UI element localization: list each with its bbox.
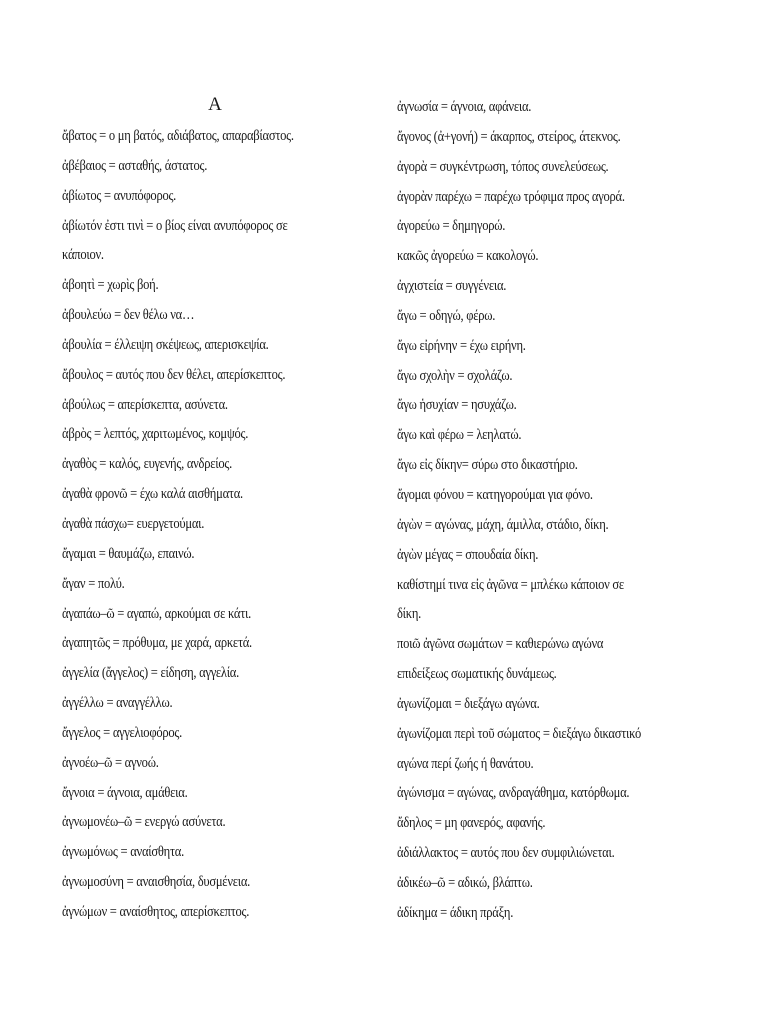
entry: ἄγω εἰρήνην = έχω ειρήνη. — [397, 337, 526, 354]
entry: ἀβοητὶ = χωρὶς βοή. — [62, 277, 159, 294]
entry: ἀγαθὰ πάσχω= ευεργετούμαι. — [62, 515, 205, 532]
section-letter-heading: Α — [208, 94, 222, 115]
entry-continuation: αγώνα περί ζωής ή θανάτου. — [397, 755, 534, 772]
entry: ἀγωνίζομαι = διεξάγω αγώνα. — [397, 695, 540, 712]
entry: ἄγγελος = αγγελιοφόρος. — [62, 724, 182, 741]
entry: ἀδιάλλακτος = αυτός που δεν συμφιλιώνεται. — [397, 845, 615, 862]
entry: ἄγω = οδηγώ, φέρω. — [397, 307, 496, 324]
entry: ἄγνοια = άγνοια, αμάθεια. — [62, 784, 188, 801]
entry: ἄγω εἰς δίκην= σύρω στο δικαστήριο. — [397, 457, 578, 474]
entry: ἀβουλεύω = δεν θέλω να… — [62, 307, 195, 324]
entry: ἀβούλως = απερίσκεπτα, ασύνετα. — [62, 396, 228, 413]
entry: ἀβίωτος = ανυπόφορος. — [62, 187, 177, 204]
entry: ἀγορὰ = συγκέντρωση, τόπος συνελεύσεως. — [397, 158, 609, 175]
entry-continuation: κάποιον. — [62, 247, 104, 264]
entry: ἀβίωτόν ἐστι τινὶ = ο βίος είναι ανυπόφορος σε — [62, 217, 288, 234]
entry: κακῶς ἀγορεύω = κακολογώ. — [397, 248, 539, 265]
entry: ἀγγελία (ἄγγελος) = είδηση, αγγελία. — [62, 665, 240, 682]
entry: ἀγαθὰ φρονῶ = έχω καλά αισθήματα. — [62, 486, 243, 503]
entry: ἄβατος = ο μη βατός, αδιάβατος, απαραβίαστος. — [62, 128, 294, 144]
entry: ἀγνοέω–ῶ = αγνοώ. — [62, 754, 159, 771]
entry: ἀγωνίζομαι περὶ τοῦ σώματος = διεξάγω δικαστικό — [397, 725, 641, 742]
entry: ἀγώνισμα = αγώνας, ανδραγάθημα, κατόρθωμα. — [397, 785, 630, 802]
entry-continuation: επιδείξεως σωματικής δυνάμεως. — [397, 666, 557, 683]
entry: ἀγαπητῶς = πρόθυμα, με χαρά, αρκετά. — [62, 635, 252, 652]
entry: ἀγνωμοσύνη = αναισθησία, δυσμένεια. — [62, 874, 251, 891]
entry: ἀγαθὸς = καλός, ευγενής, ανδρείος. — [62, 456, 232, 473]
entry: ἀγνωμόνως = αναίσθητα. — [62, 844, 184, 861]
entry: ποιῶ ἀγῶνα σωμάτων = καθιερώνω αγώνα — [397, 636, 604, 653]
entry: ἄβουλος = αυτός που δεν θέλει, απερίσκεπτος. — [62, 366, 286, 383]
entry: ἀγὼν μέγας = σπουδαία δίκη. — [397, 546, 539, 563]
entry: ἀγορεύω = δημηγορώ. — [397, 218, 506, 235]
entry: ἀδικέω–ῶ = αδικώ, βλάπτω. — [397, 874, 533, 891]
entry: ἀδίκημα = άδικη πράξη. — [397, 904, 514, 921]
entry: ἄγαν = πολύ. — [62, 575, 125, 592]
entry: ἄγω ἡσυχίαν = ησυχάζω. — [397, 397, 517, 414]
entry: ἀγνωσία = άγνοια, αφάνεια. — [397, 99, 532, 115]
entry: ἄγονος (ἀ+γονή) = άκαρπος, στείρος, άτεκνος. — [397, 128, 621, 145]
entry: ἀβέβαιος = ασταθής, άστατος. — [62, 157, 208, 174]
entry: ἀγαπάω–ῶ = αγαπώ, αρκούμαι σε κάτι. — [62, 605, 252, 622]
entry: ἀγὼν = αγώνας, μάχη, άμιλλα, στάδιο, δίκη. — [397, 516, 609, 533]
entry: ἀγνώμων = αναίσθητος, απερίσκεπτος. — [62, 903, 250, 920]
entry: ἄδηλος = μη φανερός, αφανής. — [397, 815, 546, 832]
entry: ἀγορὰν παρέχω = παρέχω τρόφιμα προς αγορά. — [397, 188, 625, 205]
entry: ἀγνωμονέω–ῶ = ενεργώ ασύνετα. — [62, 814, 226, 831]
entry: ἄγομαι φόνου = κατηγορούμαι για φόνο. — [397, 486, 593, 503]
entry: καθίστημί τινα εἰς ἀγῶνα = μπλέκω κάποιον σε — [397, 576, 624, 593]
entry: ἄγω σχολὴν = σχολάζω. — [397, 367, 513, 384]
entry: ἄγω καὶ φέρω = λεηλατώ. — [397, 427, 522, 444]
entry: ἀγγέλλω = αναγγέλλω. — [62, 695, 173, 712]
entry: ἄγαμαι = θαυμάζω, επαινώ. — [62, 545, 195, 562]
entry: ἀβρὸς = λεπτός, χαριτωμένος, κομψός. — [62, 426, 249, 443]
entry: ἀβουλία = έλλειψη σκέψεως, απερισκεψία. — [62, 336, 269, 353]
entry: ἀγχιστεία = συγγένεια. — [397, 278, 507, 295]
entry-continuation: δίκη. — [397, 606, 422, 623]
left-column — [62, 122, 382, 928]
right-column — [397, 93, 717, 929]
